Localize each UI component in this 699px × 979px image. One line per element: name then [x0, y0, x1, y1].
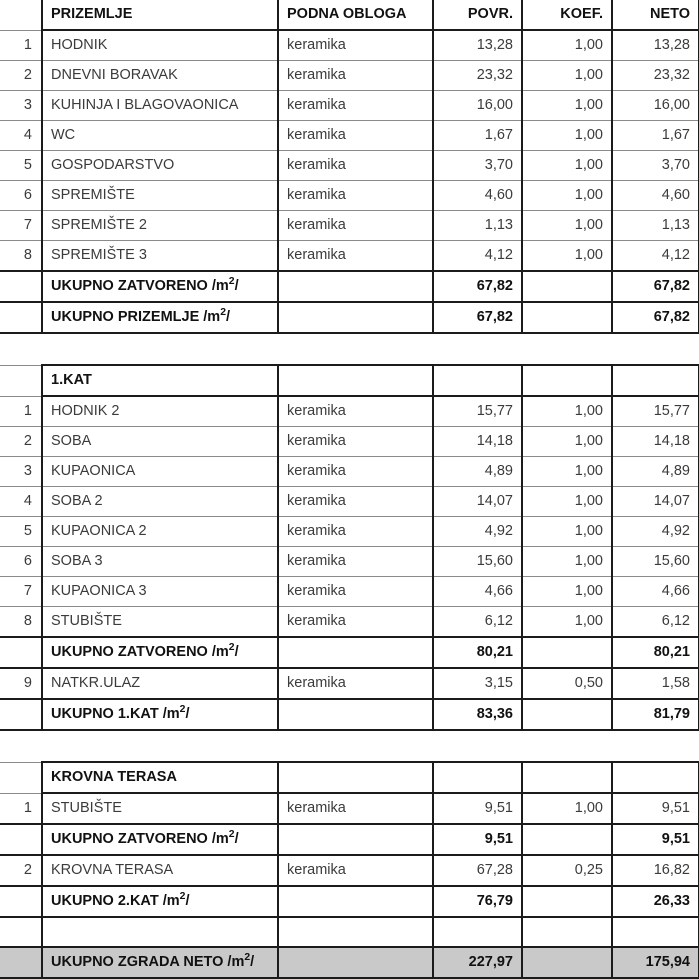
- square-unit-superscript: 2: [228, 829, 235, 841]
- row-area-value: 1,13: [433, 211, 522, 241]
- row-area-value: 67,82: [433, 302, 522, 333]
- row-area-value: 3,15: [433, 668, 522, 699]
- row-number: 6: [0, 181, 42, 211]
- row-area-value: 9,51: [433, 824, 522, 855]
- table-row: [0, 61, 699, 91]
- row-number: [0, 271, 42, 302]
- row-label: WC: [42, 121, 278, 151]
- row-label: UKUPNO ZATVORENO $/m^2/$: [42, 824, 278, 855]
- row-area-value: 80,21: [433, 637, 522, 668]
- section-table-kat1: [0, 364, 699, 731]
- row-net-value: [612, 917, 699, 947]
- table-row: [0, 91, 699, 121]
- column-header-net: NETO: [612, 0, 699, 30]
- column-header-floor-finish: PODNA OBLOGA: [278, 0, 433, 30]
- row-floor-finish: keramika: [278, 61, 433, 91]
- row-coefficient-value: 1,00: [522, 577, 612, 607]
- row-number: [0, 365, 42, 396]
- row-area-value: 4,12: [433, 241, 522, 272]
- table-row: [0, 668, 699, 699]
- row-coefficient-value: 1,00: [522, 241, 612, 272]
- row-number: 2: [0, 855, 42, 886]
- table-row: [0, 577, 699, 607]
- row-floor-finish: [278, 365, 433, 396]
- square-unit-superscript: 2: [244, 952, 251, 964]
- row-floor-finish: keramika: [278, 121, 433, 151]
- row-coefficient-value: [522, 824, 612, 855]
- row-area-value: [433, 917, 522, 947]
- row-area-value: 83,36: [433, 699, 522, 730]
- row-net-value: 1,67: [612, 121, 699, 151]
- section-table-kat2: [0, 761, 699, 979]
- row-area-value: 3,70: [433, 151, 522, 181]
- square-unit-superscript: 2: [228, 642, 235, 654]
- table-row: [0, 457, 699, 487]
- row-number: [0, 762, 42, 793]
- row-net-value: 14,18: [612, 427, 699, 457]
- table-row: [0, 607, 699, 638]
- row-net-value: 16,82: [612, 855, 699, 886]
- row-net-value: [612, 365, 699, 396]
- table-row: [0, 30, 699, 61]
- row-label: HODNIK: [42, 30, 278, 61]
- column-header-area: POVR.: [433, 0, 522, 30]
- total-row: [0, 824, 699, 855]
- column-header-row: [0, 0, 699, 30]
- row-coefficient-value: 1,00: [522, 793, 612, 824]
- row-number: [0, 824, 42, 855]
- grand-total-row: [0, 947, 699, 978]
- row-number: 8: [0, 607, 42, 638]
- total-row: [0, 271, 699, 302]
- row-area-value: 4,92: [433, 517, 522, 547]
- row-floor-finish: [278, 302, 433, 333]
- row-area-value: 16,00: [433, 91, 522, 121]
- row-coefficient-value: 1,00: [522, 427, 612, 457]
- row-coefficient-value: 1,00: [522, 517, 612, 547]
- row-floor-finish: keramika: [278, 793, 433, 824]
- blank-row: [0, 917, 699, 947]
- row-label: UKUPNO ZGRADA NETO $/m^2/$: [42, 947, 278, 978]
- row-net-value: 4,60: [612, 181, 699, 211]
- row-coefficient-value: [522, 302, 612, 333]
- row-area-value: 14,18: [433, 427, 522, 457]
- total-row: [0, 302, 699, 333]
- row-floor-finish: keramika: [278, 607, 433, 638]
- total-row: [0, 637, 699, 668]
- row-label: NATKR.ULAZ: [42, 668, 278, 699]
- row-area-value: 15,77: [433, 396, 522, 427]
- row-label: UKUPNO 1.KAT $/m^2/$: [42, 699, 278, 730]
- row-label: KUPAONICA 3: [42, 577, 278, 607]
- row-net-value: 14,07: [612, 487, 699, 517]
- row-net-value: 6,12: [612, 607, 699, 638]
- square-unit-superscript: 2: [228, 276, 235, 288]
- row-area-value: 76,79: [433, 886, 522, 917]
- row-number: [0, 886, 42, 917]
- table-row: [0, 855, 699, 886]
- row-number: [0, 637, 42, 668]
- section-title-row: [0, 365, 699, 396]
- row-area-value: 23,32: [433, 61, 522, 91]
- row-label: KUPAONICA: [42, 457, 278, 487]
- row-number: 8: [0, 241, 42, 272]
- row-floor-finish: keramika: [278, 30, 433, 61]
- table-row: [0, 547, 699, 577]
- row-floor-finish: [278, 947, 433, 978]
- row-floor-finish: keramika: [278, 91, 433, 121]
- row-net-value: 26,33: [612, 886, 699, 917]
- table-row: [0, 487, 699, 517]
- column-header-coef: KOEF.: [522, 0, 612, 30]
- row-label: SPREMIŠTE: [42, 181, 278, 211]
- row-area-value: 4,89: [433, 457, 522, 487]
- row-net-value: 15,60: [612, 547, 699, 577]
- row-label: SOBA 3: [42, 547, 278, 577]
- row-area-value: 14,07: [433, 487, 522, 517]
- row-coefficient-value: 0,50: [522, 668, 612, 699]
- table-row: [0, 181, 699, 211]
- row-label: UKUPNO 2.KAT $/m^2/$: [42, 886, 278, 917]
- table-row: [0, 793, 699, 824]
- section-title-row: [0, 762, 699, 793]
- row-area-value: 13,28: [433, 30, 522, 61]
- row-coefficient-value: [522, 637, 612, 668]
- row-coefficient-value: 1,00: [522, 487, 612, 517]
- row-coefficient-value: [522, 699, 612, 730]
- row-number: 1: [0, 30, 42, 61]
- row-label: STUBIŠTE: [42, 793, 278, 824]
- row-floor-finish: [278, 637, 433, 668]
- row-net-value: 4,92: [612, 517, 699, 547]
- row-area-value: 6,12: [433, 607, 522, 638]
- row-label: KUHINJA I BLAGOVAONICA: [42, 91, 278, 121]
- row-label: SPREMIŠTE 3: [42, 241, 278, 272]
- row-coefficient-value: 1,00: [522, 151, 612, 181]
- total-row: [0, 886, 699, 917]
- table-row: [0, 121, 699, 151]
- row-number: 2: [0, 61, 42, 91]
- row-number: 7: [0, 211, 42, 241]
- row-floor-finish: keramika: [278, 396, 433, 427]
- row-floor-finish: keramika: [278, 855, 433, 886]
- row-coefficient-value: 1,00: [522, 547, 612, 577]
- row-coefficient-value: 1,00: [522, 607, 612, 638]
- row-coefficient-value: [522, 917, 612, 947]
- row-coefficient-value: 1,00: [522, 181, 612, 211]
- row-coefficient-value: 1,00: [522, 61, 612, 91]
- column-header-name: PRIZEMLJE: [42, 0, 278, 30]
- row-label: HODNIK 2: [42, 396, 278, 427]
- row-number: 4: [0, 121, 42, 151]
- row-number: 5: [0, 151, 42, 181]
- row-number: 9: [0, 668, 42, 699]
- row-net-value: 80,21: [612, 637, 699, 668]
- row-net-value: 67,82: [612, 271, 699, 302]
- row-floor-finish: [278, 762, 433, 793]
- row-coefficient-value: 1,00: [522, 91, 612, 121]
- row-coefficient-value: [522, 271, 612, 302]
- table-row: [0, 517, 699, 547]
- row-net-value: 23,32: [612, 61, 699, 91]
- row-net-value: 4,66: [612, 577, 699, 607]
- row-floor-finish: [278, 271, 433, 302]
- row-label: SOBA 2: [42, 487, 278, 517]
- row-area-value: 15,60: [433, 547, 522, 577]
- row-floor-finish: keramika: [278, 517, 433, 547]
- row-number: [0, 699, 42, 730]
- row-number: [0, 917, 42, 947]
- row-label: STUBIŠTE: [42, 607, 278, 638]
- row-net-value: 3,70: [612, 151, 699, 181]
- row-number: 3: [0, 457, 42, 487]
- table-row: [0, 427, 699, 457]
- row-number: 5: [0, 517, 42, 547]
- row-net-value: 81,79: [612, 699, 699, 730]
- row-number: 1: [0, 396, 42, 427]
- row-area-value: 67,28: [433, 855, 522, 886]
- row-label: UKUPNO PRIZEMLJE $/m^2/$: [42, 302, 278, 333]
- row-number: 2: [0, 427, 42, 457]
- table-row: [0, 211, 699, 241]
- row-number: 3: [0, 91, 42, 121]
- row-label: KROVNA TERASA: [42, 762, 278, 793]
- row-floor-finish: keramika: [278, 181, 433, 211]
- row-floor-finish: keramika: [278, 151, 433, 181]
- row-net-value: 13,28: [612, 30, 699, 61]
- row-number: [0, 302, 42, 333]
- row-floor-finish: [278, 917, 433, 947]
- row-coefficient-value: 1,00: [522, 121, 612, 151]
- section-gap: [0, 334, 699, 364]
- row-coefficient-value: [522, 762, 612, 793]
- square-unit-superscript: 2: [179, 704, 186, 716]
- row-coefficient-value: [522, 947, 612, 978]
- row-area-value: 9,51: [433, 793, 522, 824]
- row-label: 1.KAT: [42, 365, 278, 396]
- row-number: 1: [0, 793, 42, 824]
- row-net-value: 1,13: [612, 211, 699, 241]
- section-table-prizemlje: [0, 0, 699, 334]
- row-coefficient-value: 1,00: [522, 30, 612, 61]
- row-floor-finish: keramika: [278, 487, 433, 517]
- row-label: UKUPNO ZATVORENO $/m^2/$: [42, 271, 278, 302]
- row-area-value: 67,82: [433, 271, 522, 302]
- row-area-value: 1,67: [433, 121, 522, 151]
- column-header-num: [0, 0, 42, 30]
- row-label: KROVNA TERASA: [42, 855, 278, 886]
- row-net-value: 67,82: [612, 302, 699, 333]
- row-floor-finish: [278, 886, 433, 917]
- row-label: KUPAONICA 2: [42, 517, 278, 547]
- row-coefficient-value: 1,00: [522, 211, 612, 241]
- square-unit-superscript: 2: [220, 307, 226, 319]
- row-net-value: 4,89: [612, 457, 699, 487]
- section-gap: [0, 731, 699, 761]
- row-label: DNEVNI BORAVAK: [42, 61, 278, 91]
- row-floor-finish: [278, 699, 433, 730]
- row-net-value: 16,00: [612, 91, 699, 121]
- row-label: [42, 917, 278, 947]
- row-net-value: 4,12: [612, 241, 699, 272]
- row-coefficient-value: 0,25: [522, 855, 612, 886]
- row-net-value: 9,51: [612, 824, 699, 855]
- row-label: SOBA: [42, 427, 278, 457]
- row-net-value: [612, 762, 699, 793]
- total-row: [0, 699, 699, 730]
- row-number: 6: [0, 547, 42, 577]
- row-area-value: [433, 762, 522, 793]
- row-floor-finish: keramika: [278, 427, 433, 457]
- table-row: [0, 241, 699, 272]
- row-area-value: [433, 365, 522, 396]
- row-label: GOSPODARSTVO: [42, 151, 278, 181]
- row-floor-finish: keramika: [278, 547, 433, 577]
- row-floor-finish: keramika: [278, 241, 433, 272]
- row-number: [0, 947, 42, 978]
- row-floor-finish: keramika: [278, 211, 433, 241]
- row-number: 4: [0, 487, 42, 517]
- row-number: 7: [0, 577, 42, 607]
- row-net-value: 1,58: [612, 668, 699, 699]
- row-area-value: 227,97: [433, 947, 522, 978]
- row-coefficient-value: [522, 365, 612, 396]
- row-area-value: 4,60: [433, 181, 522, 211]
- row-area-value: 4,66: [433, 577, 522, 607]
- row-net-value: 9,51: [612, 793, 699, 824]
- row-coefficient-value: [522, 886, 612, 917]
- row-net-value: 175,94: [612, 947, 699, 978]
- row-floor-finish: [278, 824, 433, 855]
- row-floor-finish: keramika: [278, 668, 433, 699]
- row-label: UKUPNO ZATVORENO $/m^2/$: [42, 637, 278, 668]
- table-row: [0, 151, 699, 181]
- row-label: SPREMIŠTE 2: [42, 211, 278, 241]
- row-floor-finish: keramika: [278, 577, 433, 607]
- table-row: [0, 396, 699, 427]
- row-floor-finish: keramika: [278, 457, 433, 487]
- row-coefficient-value: 1,00: [522, 396, 612, 427]
- row-net-value: 15,77: [612, 396, 699, 427]
- row-coefficient-value: 1,00: [522, 457, 612, 487]
- square-unit-superscript: 2: [179, 891, 186, 903]
